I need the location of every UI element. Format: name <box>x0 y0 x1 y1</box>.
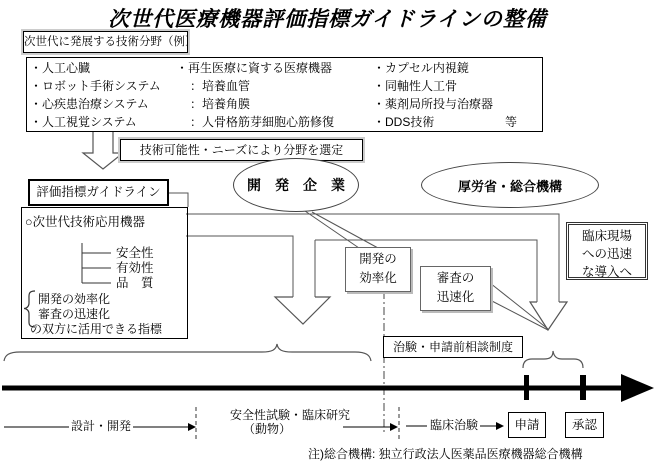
list-item: ・人工心臓 <box>30 61 91 75</box>
review-speedup-line-1: 審査の <box>436 271 475 285</box>
clinical-intro-line-3: な導入へ <box>581 265 632 279</box>
list-item: ：培養血管 <box>190 79 251 93</box>
timeline-tick-approve <box>580 375 586 400</box>
list-item: ：人骨格筋芽細胞心筋修復 <box>190 115 335 129</box>
timeline-arrowhead-icon <box>621 374 654 402</box>
guideline-brace-line-1: 開発の効率化 <box>38 292 111 306</box>
tech-fields-label: 次世代に発展する技術分野（例） <box>23 31 188 53</box>
heading-connector-line <box>167 193 188 207</box>
apply-box: 申請 <box>508 412 546 438</box>
list-item: ・カプセル内視鏡 <box>373 61 469 75</box>
list-item: ：培養角膜 <box>190 97 251 111</box>
big-down-arrow-left-fill <box>275 297 330 324</box>
clinical-intro-box <box>566 222 648 280</box>
dev-efficiency-line-1: 開発の <box>359 252 397 266</box>
list-item-etc: 等 <box>505 115 518 129</box>
phase-arrowhead-2-icon <box>390 423 398 431</box>
clinical-intro-line-1: 臨床現場 <box>581 229 632 243</box>
list-item: ・DDS技術 <box>373 115 435 129</box>
phase-clinical-trial: 臨床治験 <box>429 418 478 432</box>
flow-down-arrow-icon <box>83 131 123 169</box>
phase-arrowhead-1-icon <box>188 423 196 431</box>
selection-criteria-label: 技術可能性・ニーズにより分野を選定 <box>120 139 363 161</box>
guideline-heading: 評価指標ガイドライン <box>28 179 169 206</box>
tree-label-efficacy: 有効性 <box>116 261 154 275</box>
tech-list-column-1 <box>30 59 161 131</box>
phase-safety-test-animal: （動物） <box>242 422 291 436</box>
list-item: ・人工視覚システム <box>30 115 137 129</box>
tech-list-column-3 <box>373 59 493 131</box>
list-item: ・同軸性人工骨 <box>373 79 458 93</box>
brace-large <box>4 344 371 361</box>
review-speedup-line-2: 迅速化 <box>436 290 475 304</box>
review-speedup-callout <box>420 266 491 311</box>
guideline-brace-line-2: 審査の迅速化 <box>38 307 111 321</box>
list-item: ・ロボット手術システム <box>30 79 161 93</box>
developer-ellipse-label: 開 発 企 業 <box>247 177 345 193</box>
timeline-tick-apply <box>524 375 529 400</box>
tech-list-column-2 <box>176 59 334 131</box>
guideline-item: ○次世代技術応用機器 <box>25 215 146 229</box>
phase-safety-test: 安全性試験・臨床研究 <box>229 408 350 422</box>
tree-label-safety: 安全性 <box>116 246 154 260</box>
clinical-intro-line-2: への迅速 <box>581 247 632 261</box>
page-title: 次世代医療機器評価指標ガイドラインの整備 <box>108 8 547 31</box>
list-item: ・再生医療に資する医療機器 <box>176 61 333 75</box>
government-ellipse-label: 厚労省・総合機構 <box>457 178 562 194</box>
list-item: ・薬剤局所投与治療器 <box>373 97 494 111</box>
guideline-brace-tail: の双方に活用できる指標 <box>30 322 163 336</box>
developer-ellipse <box>233 158 359 212</box>
dev-efficiency-line-2: 効率化 <box>359 271 397 285</box>
consultation-system-box: 治験・申請前相談制度 <box>383 336 523 358</box>
tree-label-quality: 品 質 <box>116 276 154 290</box>
list-item: ・心疾患治療システム <box>30 97 149 111</box>
government-ellipse <box>421 162 599 208</box>
dev-efficiency-callout <box>345 247 411 292</box>
lower-flow-line-left <box>186 236 293 297</box>
phase-design-dev: 設計・開発 <box>70 419 131 433</box>
dev-callout-pointer <box>305 211 378 248</box>
approve-box: 承認 <box>565 412 604 438</box>
big-down-arrow-right-fill <box>530 302 567 330</box>
phase-arrowhead-3-icon <box>496 422 504 430</box>
footnote: 注)総合機構: 独立行政法人医薬品医療機器総合機構 <box>308 447 583 461</box>
brace-small <box>523 351 583 368</box>
